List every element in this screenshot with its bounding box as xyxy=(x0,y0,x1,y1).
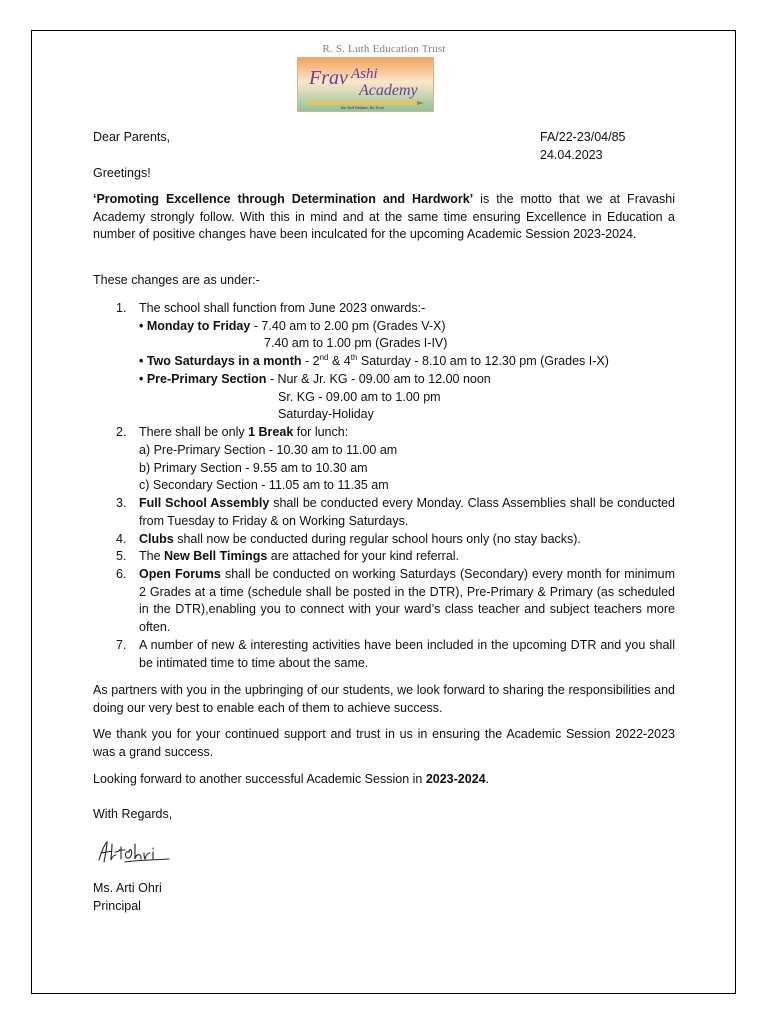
greeting: Greetings! xyxy=(93,166,151,180)
closing-line: Looking forward to another successful Academic Session in 2023-2024. xyxy=(93,772,490,786)
regards: With Regards, xyxy=(93,807,173,821)
list-item-text: The school shall function from June 2023 onwards:- xyxy=(139,301,426,315)
trust-name: R. S. Luth Education Trust xyxy=(322,43,446,55)
school-logo xyxy=(297,57,434,112)
schedule-saturdays: • Two Saturdays in a month - 2nd & 4th Saturday - 8.10 am to 12.30 pm (Grades I-X) xyxy=(139,352,609,368)
list-number: 5. xyxy=(116,549,127,563)
school-motto: ‘Promoting Excellence through Determination and Hardwork’ xyxy=(93,192,474,206)
reference-number: FA/22-23/04/85 xyxy=(540,130,626,144)
partners-paragraph: As partners with you in the upbringing of our students, we look forward to sharing the responsibilities and doing our very best to enable each of them to achieve success. xyxy=(93,683,675,715)
break-primary: b) Primary Section - 9.55 am to 10.30 am xyxy=(139,461,368,475)
signer-name: Ms. Arti Ohri xyxy=(93,881,162,895)
bell-timings-item: The New Bell Timings are attached for your kind referral. xyxy=(139,549,460,563)
assembly-item: Full School Assembly shall be conducted every Monday. Class Assemblies shall be conducted from Tuesday to Friday & on Working Saturdays. xyxy=(139,496,675,528)
svg-text:Frav: Frav xyxy=(309,67,348,89)
break-intro: There shall be only 1 Break for lunch: xyxy=(139,425,349,439)
list-number: 6. xyxy=(116,567,127,581)
signature xyxy=(95,838,175,866)
schedule-weekdays-primary: 7.40 am to 1.00 pm (Grades I-IV) xyxy=(264,336,448,350)
break-secondary: c) Secondary Section - 11.05 am to 11.35 am xyxy=(139,478,389,492)
break-preprimary: a) Pre-Primary Section - 10.30 am to 11.00 am xyxy=(139,443,398,457)
svg-text:Ashi: Ashi xyxy=(351,66,378,82)
intro-paragraph: ‘Promoting Excellence through Determination and Hardwork’ is the motto that we at Fravashi Academy strongly follow. With this in mind and at the same time ensuring Excellence in Education a number of positive changes have been inculcated for the upcoming Academic Session 2023-2024. xyxy=(93,192,675,242)
thanks-paragraph: We thank you for your continued support and trust in us in ensuring the Academic Session 2022-2023 was a grand success. xyxy=(93,727,675,759)
schedule-srkg: Sr. KG - 09.00 am to 1.00 pm xyxy=(278,390,441,404)
clubs-item: Clubs shall now be conducted during regular school hours only (no stay backs). xyxy=(139,532,581,546)
schedule-weekdays: • Monday to Friday - 7.40 am to 2.00 pm (Grades V-X) xyxy=(139,319,446,333)
schedule-preprimary: • Pre-Primary Section - Nur & Jr. KG - 09.00 am to 12.00 noon xyxy=(139,372,491,386)
list-number: 4. xyxy=(116,532,127,546)
list-number: 7. xyxy=(116,638,127,652)
changes-intro: These changes are as under:- xyxy=(93,273,260,287)
open-forums-item: Open Forums shall be conducted on working Saturdays (Secondary) every month for minimum 2 Grades at a time (schedule shall be posted in the DTR), Pre-Primary & Primary (as scheduled in the DTR),enabling you to connect with your ward’s class teacher and subject teachers more often. xyxy=(139,567,675,634)
schedule-saturday-holiday: Saturday-Holiday xyxy=(278,407,374,421)
list-number: 1. xyxy=(116,301,127,315)
list-number: 2. xyxy=(116,425,127,439)
svg-text:Academy: Academy xyxy=(359,82,418,99)
activities-item: A number of new & interesting activities have been included in the upcoming DTR and you shall be intimated time to time about the same. xyxy=(139,638,675,670)
letter-date: 24.04.2023 xyxy=(540,148,603,162)
list-number: 3. xyxy=(116,496,127,510)
signer-title: Principal xyxy=(93,899,141,913)
svg-text:Be Self Reliant, Be Sure: Be Self Reliant, Be Sure xyxy=(341,105,385,110)
salutation: Dear Parents, xyxy=(93,130,171,144)
